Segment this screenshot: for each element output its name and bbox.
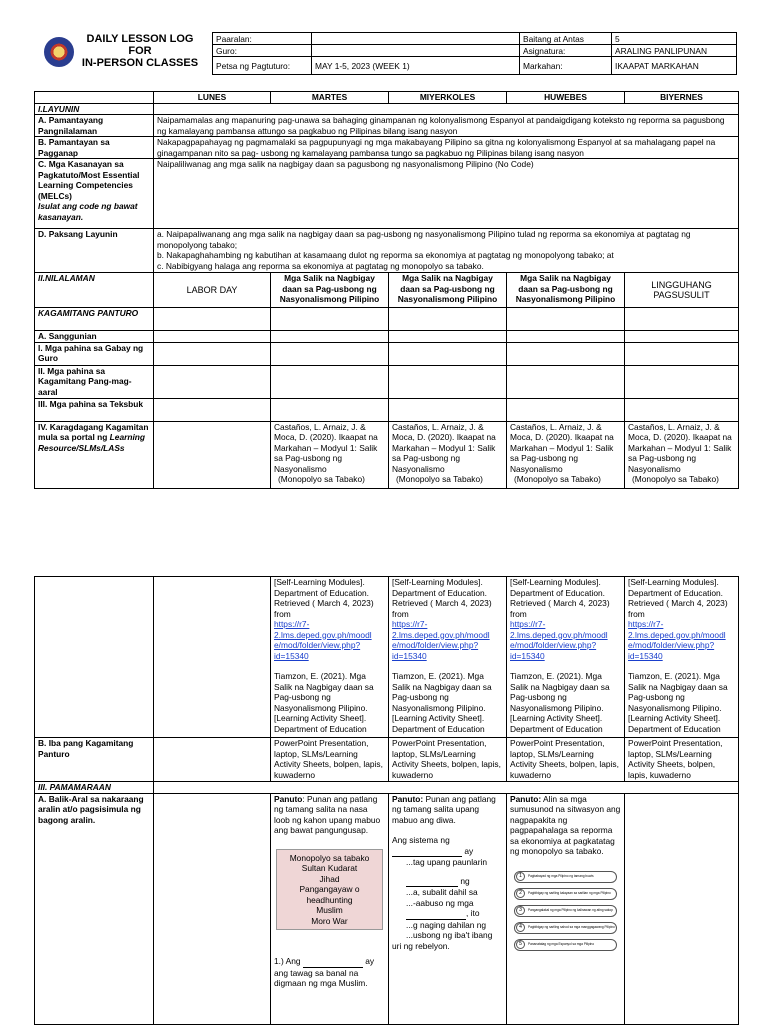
iba-martes: PowerPoint Presentation, laptop, SLMs/Learning Activity Sheets, bolpen, lapis, kuwaderno: [271, 738, 389, 782]
pamamaraan-heading: III. PAMAMARAAN: [35, 782, 154, 794]
balik-aral-martes: [271, 793, 389, 1024]
ref-text-2: (Monopolyo sa Tabako): [632, 474, 719, 484]
balik-aral-miyerkoles: [389, 793, 507, 1024]
ref-text: Castaños, L. Arnaiz, J. & Moca, D. (2020). Ikaapat na Markahan – Modyul 1: Salik sa Pag-usbong ng Nasyonalismo: [628, 421, 732, 474]
ref-cont: [Self-Learning Modules]. Department of Education. Retrieved ( March 4, 2023) from: [510, 577, 610, 619]
empty: [271, 365, 389, 398]
title-line-2: FOR: [128, 45, 152, 57]
ref-link-part[interactable]: 2.lms.deped.gov.ph/moodl: [510, 629, 608, 640]
melc-cell: [35, 159, 154, 229]
lingguhang-pagsusulit: LINGGUHANG PAGSUSULIT: [625, 273, 739, 308]
empty: [389, 308, 507, 331]
ref-link-part[interactable]: id=15340: [628, 650, 663, 661]
header-info-table: [212, 32, 737, 75]
empty: [271, 342, 389, 365]
layunin-blank: [154, 103, 739, 115]
empty: [271, 398, 389, 421]
empty: [154, 421, 271, 488]
petsa-label: Petsa ng Pagtuturo:: [213, 57, 312, 75]
fill-blank-3[interactable]: [406, 908, 466, 920]
asignatura-value: ARALING PANLIPUNAN: [612, 45, 737, 57]
balik-aral-huwebes: [507, 793, 625, 1024]
baitang-value: 5: [612, 33, 737, 45]
ref-text: Castaños, L. Arnaiz, J. & Moca, D. (2020). Ikaapat na Markahan – Modyul 1: Salik sa Pag-usbong ng Nasyonalismo: [274, 421, 378, 474]
paaralan-label: Paaralan:: [213, 33, 312, 45]
fill-text: ...-aabuso ng mga: [406, 897, 474, 908]
ref-link[interactable]: [392, 619, 503, 661]
ref-cont-huwebes: [507, 577, 625, 738]
ref-text-2: (Monopolyo sa Tabako): [514, 474, 601, 484]
fill-text: ...a, subalit dahil sa: [406, 887, 478, 897]
ref-text: Castaños, L. Arnaiz, J. & Moca, D. (2020). Ikaapat na Markahan – Modyul 1: Salik sa Pag-usbong ng Nasyonalismo: [392, 421, 496, 474]
continued-label-cell: [35, 577, 154, 738]
item-number: 2: [516, 889, 525, 898]
empty: [389, 398, 507, 421]
ref-link-part[interactable]: 2.lms.deped.gov.ph/moodl: [274, 629, 372, 640]
day-huwebes: HUWEBES: [507, 92, 625, 104]
ref-link-part[interactable]: https://r7-: [274, 619, 310, 629]
ref-cont: [Self-Learning Modules]. Department of Education. Retrieved ( March 4, 2023) from: [628, 577, 728, 619]
word-bank-item: Moro War: [311, 915, 348, 926]
word-bank-item: Muslim: [316, 905, 343, 915]
day-lunes: LUNES: [154, 92, 271, 104]
panuto-label: Panuto: [274, 793, 303, 804]
word-bank-item: Monopolyo sa tabako Sultan Kudarat: [289, 852, 370, 873]
guro-value[interactable]: [312, 45, 520, 57]
fill-text: ...tag upang paunlarin: [406, 857, 488, 867]
melc-text: Naipaliliwanag ang mga salik na nagbigay daan sa pagusbong ng nasyonalismong Pilipino (No Code): [154, 159, 739, 229]
empty: [154, 793, 271, 1024]
ref-link-part[interactable]: 2.lms.deped.gov.ph/moodl: [628, 629, 726, 640]
situation-text: Pagbibigay ng sariling kalayaan sa sarilian ng mga Pilipino: [528, 891, 611, 896]
item-number: 4: [516, 923, 525, 932]
kagamitang-mag-aaral-label: II. Mga pahina sa Kagamitang Pang-mag-aaral: [35, 365, 154, 398]
empty: [154, 331, 271, 343]
corner-cell: [35, 92, 154, 104]
ref-text-2: (Monopolyo sa Tabako): [396, 474, 483, 484]
ref-tiamzon: Tiamzon, E. (2021). Mga Salik na Nagbigay daan sa Pag-usbong ng Nasyonalismong Pilipino. [Learning Activity Sheet]. Department of Education: [510, 671, 610, 734]
panuto-text: : Punan ang patlang ng tamang salita na nasa loob ng kahon upang mabuo ang bawat pangungusap.: [274, 793, 381, 835]
ref-link[interactable]: [274, 619, 385, 661]
empty: [507, 398, 625, 421]
gabay-ng-guro-label: I. Mga pahina sa Gabay ng Guro: [35, 342, 154, 365]
paksang-layunin-cell: [154, 229, 739, 273]
lesson-log-table-page1: [34, 91, 739, 489]
pamantayan-sa-pagganap-label: B. Pamantayan sa Pagganap: [35, 137, 154, 159]
topic-martes: Mga Salik na Nagbigay daan sa Pag-usbong ng Nasyonalismong Pilipino: [271, 273, 389, 308]
fill-text: ay: [464, 845, 474, 856]
balik-aral-label: A. Balik-Aral sa nakaraang aralin at/o pagsisimula ng bagong aralin.: [35, 793, 154, 1024]
empty: [625, 342, 739, 365]
iba-pang-kagamitan-label: B. Iba pang Kagamitang Panturo: [35, 738, 154, 782]
situation-item: [514, 922, 617, 934]
iba-miyerkoles: PowerPoint Presentation, laptop, SLMs/Learning Activity Sheets, bolpen, lapis, kuwaderno: [389, 738, 507, 782]
title-line-1: DAILY LESSON LOG: [86, 33, 194, 45]
ref-link-part[interactable]: https://r7-: [510, 619, 546, 629]
situation-text: Pagbibigay ng sariling sahod sa mga manggagawang Pilipino: [528, 925, 615, 930]
markahan-label: Markahan:: [520, 57, 612, 75]
empty: [389, 365, 507, 398]
ref-link-part[interactable]: e/mod/folder/view.php?: [628, 640, 715, 650]
karagdagang-kagamitan-text: IV. Karagdagang Kagamitan mula sa portal ng: [38, 421, 149, 442]
markahan-value: IKAAPAT MARKAHAN: [612, 57, 737, 75]
asignatura-label: Asignatura:: [520, 45, 612, 57]
day-miyerkoles: MIYERKOLES: [389, 92, 507, 104]
ref-link-part[interactable]: id=15340: [274, 650, 309, 661]
panuto-label: Panuto:: [392, 793, 424, 804]
empty: [154, 342, 271, 365]
empty: [625, 331, 739, 343]
fill-text: ng: [460, 875, 470, 886]
empty: [154, 398, 271, 421]
ref-cont-martes: [271, 577, 389, 738]
sanggunian-label: A. Sanggunian: [35, 331, 154, 343]
melc-label: C. Mga Kasanayan sa Pagkatuto/Most Essential Learning Competencies (MELCs): [38, 159, 140, 201]
empty: [154, 365, 271, 398]
pamantayang-pangnilalaman-text: Naipamamalas ang mapanuring pag-unawa sa bahaging ginampanan ng kolonyalismong Espanyol at pandaigdigang koteksto ng reporma sa pagusbong ng kamalayang pambansa attungo sa pagkabuo ng Pilipinas bilang isang nasyon: [154, 115, 739, 137]
fill-blank-2[interactable]: [406, 876, 458, 888]
fill-text: , ito: [466, 908, 480, 918]
labor-day: LABOR DAY: [154, 273, 271, 308]
item-number: 5: [516, 940, 525, 949]
question-1-end: ay ang tawag sa banal na digmaan ng mga Muslim.: [274, 956, 375, 988]
empty: [625, 365, 739, 398]
paksang-layunin-c: c. Nabibigyang halaga ang reporma sa ekonomiya at pagtatag ng monopolyo sa tabako.: [157, 260, 484, 271]
situation-list: [514, 871, 617, 951]
nilalaman-heading: II.NILALAMAN: [35, 273, 154, 308]
iba-huwebes: PowerPoint Presentation, laptop, SLMs/Learning Activity Sheets, bolpen, lapis, kuwaderno: [507, 738, 625, 782]
ref-cont-biyernes: [625, 577, 739, 738]
pamantayan-sa-pagganap-text: Nakapagpapahayag ng pagmamalaki sa pagpupunyagi ng mga makabayang Pilipino sa gitna ng kolonyalismong Espanyol at sa mahalagang papel na ginagampanan nito sa pag- usbong ng kamalayang pambansa tungo sa pagkabuo ng Pilipinas bilang isang nasyon: [154, 137, 739, 159]
ref-miyerkoles: [389, 421, 507, 488]
empty: [625, 793, 739, 1024]
word-bank-box: [276, 849, 383, 931]
ref-link-part[interactable]: e/mod/folder/view.php?: [274, 640, 361, 650]
day-martes: MARTES: [271, 92, 389, 104]
empty: [154, 577, 271, 738]
lesson-log-table-page2: [34, 576, 739, 1025]
kagamitang-panturo-heading: KAGAMITANG PANTURO: [35, 308, 154, 331]
empty: [507, 331, 625, 343]
empty: [507, 308, 625, 331]
petsa-value: MAY 1-5, 2023 (WEEK 1): [312, 57, 520, 75]
ref-tiamzon: Tiamzon, E. (2021). Mga Salik na Nagbigay daan sa Pag-usbong ng Nasyonalismong Pilipino. [Learning Activity Sheet]. Department of Education: [392, 671, 492, 734]
fill-sentence-start: Ang sistema ng: [392, 835, 450, 845]
title-line-3: IN-PERSON CLASSES: [81, 57, 199, 69]
teksbuk-label: III. Mga pahina sa Teksbuk: [35, 398, 154, 421]
situation-item: [514, 939, 617, 951]
empty: [389, 342, 507, 365]
situation-item: [514, 888, 617, 900]
ref-tiamzon: Tiamzon, E. (2021). Mga Salik na Nagbigay daan sa Pag-usbong ng Nasyonalismong Pilipino. [Learning Activity Sheet]. Department of Education: [274, 671, 374, 734]
ref-biyernes: [625, 421, 739, 488]
paksang-layunin-label: D. Paksang Layunin: [35, 229, 154, 273]
question-1-blank[interactable]: [303, 956, 363, 968]
item-number: 3: [516, 906, 525, 915]
ref-tiamzon: Tiamzon, E. (2021). Mga Salik na Nagbigay daan sa Pag-usbong ng Nasyonalismong Pilipino. [Learning Activity Sheet]. Department of Education: [628, 671, 728, 734]
ref-link-part[interactable]: id=15340: [510, 650, 545, 661]
melc-note: Isulat ang code ng bawat kasanayan.: [38, 201, 138, 222]
ref-link-part[interactable]: https://r7-: [392, 619, 428, 629]
ref-text: Castaños, L. Arnaiz, J. & Moca, D. (2020). Ikaapat na Markahan – Modyul 1: Salik sa Pag-usbong ng Nasyonalismo: [510, 421, 614, 474]
empty: [507, 365, 625, 398]
iba-biyernes: PowerPoint Presentation, laptop, SLMs/Learning Activity Sheets, bolpen, lapis, kuwaderno: [625, 738, 739, 782]
situation-text: Pagbabayad ng mga Pilipino ng tamang buwis: [528, 874, 594, 879]
panuto-label: Panuto:: [510, 793, 542, 804]
empty: [389, 331, 507, 343]
ref-martes: [271, 421, 389, 488]
empty: [154, 308, 271, 331]
empty: [625, 398, 739, 421]
situation-item: [514, 871, 617, 883]
ref-link-part[interactable]: id=15340: [392, 650, 427, 661]
panuto-text: Alin sa mga sumusunod na sitwasyon ang nagpapakita ng pagpapahalaga sa reporma sa ekonomiya at pagkatatag ng monopolyo sa tabako.: [510, 793, 621, 856]
karagdagang-kagamitan-italic: Learning Resource/SLMs/LASs: [38, 432, 146, 453]
topic-huwebes: Mga Salik na Nagbigay daan sa Pag-usbong ng Nasyonalismong Pilipino: [507, 273, 625, 308]
ref-link[interactable]: [628, 619, 735, 661]
fill-text: ...usbong ng iba't ibang: [406, 930, 493, 940]
paksang-layunin-a: a. Naipapaliwanang ang mga salik na nagbigay daan sa pag-usbong ng nasyonalismong Pilipino tulad ng reporma sa ekonomiya at pagtatag ng monopolyong tabako;: [157, 229, 691, 250]
word-bank-item: Jihad: [319, 873, 340, 884]
question-1-start: 1.) Ang: [274, 956, 301, 966]
empty: [271, 331, 389, 343]
topic-miyerkoles: Mga Salik na Nagbigay daan sa Pag-usbong ng Nasyonalismong Pilipino: [389, 273, 507, 308]
pamantayang-pangnilalaman-label: A. Pamantayang Pangnilalaman: [35, 115, 154, 137]
ref-link-part[interactable]: https://r7-: [628, 619, 664, 629]
panuto-text: Punan ang patlang ng tamang salita upang mabuo ang diwa.: [392, 793, 496, 825]
baitang-label: Baitang at Antas: [520, 33, 612, 45]
empty: [271, 308, 389, 331]
ref-link-part[interactable]: 2.lms.deped.gov.ph/moodl: [392, 629, 490, 640]
ref-text-2: (Monopolyo sa Tabako): [278, 474, 365, 484]
day-biyernes: BIYERNES: [625, 92, 739, 104]
ref-link-part[interactable]: e/mod/folder/view.php?: [392, 640, 479, 650]
word-bank-item: Pangangayaw o headhunting: [299, 884, 360, 905]
fill-blank-1[interactable]: [392, 846, 462, 858]
empty: [507, 342, 625, 365]
ref-cont-miyerkoles: [389, 577, 507, 738]
paaralan-value[interactable]: [312, 33, 520, 45]
fill-text: uri ng rebelyon.: [392, 940, 450, 951]
empty: [625, 308, 739, 331]
ref-cont: [Self-Learning Modules]. Department of Education. Retrieved ( March 4, 2023) from: [392, 577, 492, 619]
empty: [154, 782, 739, 794]
fill-text: ...g naging dahilan ng: [406, 919, 487, 930]
item-number: 1: [516, 872, 525, 881]
paksang-layunin-b: b. Nakapaghahambing ng kabutihan at kasamaang dulot ng reporma sa ekonomiya at pagtatag ng monopolyong tabako; at: [157, 250, 614, 260]
layunin-heading: I.LAYUNIN: [35, 103, 154, 115]
empty: [154, 738, 271, 782]
ref-link-part[interactable]: e/mod/folder/view.php?: [510, 640, 597, 650]
situation-text: Pangangalakal ng mga Pilipino ng kalinawan ng ating sakop: [528, 908, 613, 913]
ref-link[interactable]: [510, 619, 621, 661]
document-title: [70, 33, 210, 69]
situation-item: [514, 905, 617, 917]
situation-text: Pananatatag ng mga Espanyol sa mga Pilipino: [528, 942, 595, 947]
ref-cont: [Self-Learning Modules]. Department of Education. Retrieved ( March 4, 2023) from: [274, 577, 374, 619]
ref-huwebes: [507, 421, 625, 488]
guro-label: Guro:: [213, 45, 312, 57]
karagdagang-kagamitan-label: [35, 421, 154, 488]
